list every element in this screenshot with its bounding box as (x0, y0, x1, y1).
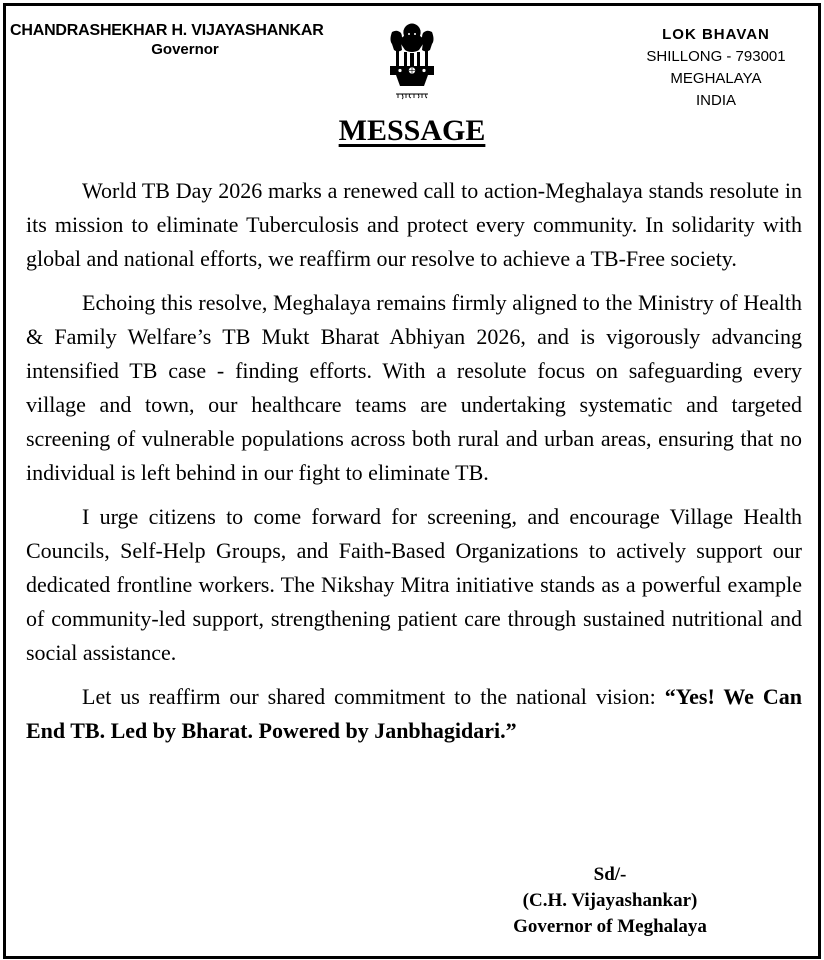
address-line-3: MEGHALAYA (670, 70, 762, 87)
message-heading: MESSAGE (338, 114, 486, 147)
closing-slogan: “Yes! We Can End TB. Led by Bharat. Powered by Janbhagidari.” (26, 684, 802, 743)
signature-block (480, 862, 740, 940)
governor-name: CHANDRASHEKHAR H. VIJAYASHANKAR (10, 22, 324, 39)
closing-paragraph (26, 680, 802, 748)
paragraph-3: I urge citizens to come forward for screening, and encourage Village Health Councils, Self-Help Groups, and Faith-Based Organizations to actively support our dedicated frontline workers. The Nikshay Mitra initiative stands as a powerful example of community-led support, strengthening patient care through sustained nutritional and social assistance. (26, 504, 802, 665)
address-line-4: INDIA (695, 92, 736, 109)
address-line-2: SHILLONG - 793001 (646, 48, 786, 65)
address-line-1: LOK BHAVAN (662, 26, 770, 43)
signature-sd: Sd/- (593, 864, 627, 885)
message-body (26, 174, 802, 758)
closing-text: Let us reaffirm our shared commitment to the national vision: (82, 684, 665, 709)
paragraph-2: Echoing this resolve, Meghalaya remains firmly aligned to the Ministry of Health & Family Welfare’s TB Mukt Bharat Abhiyan 2026, and is vigorously advancing intensified TB case - finding efforts. With a resolute focus on safeguarding every village and town, our healthcare teams are undertaking systematic and targeted screening of vulnerable populations across both rural and urban areas, ensuring that no individual is left behind in our fight to eliminate TB. (26, 290, 802, 485)
sender-block (10, 22, 360, 58)
signature-designation: Governor of Meghalaya (513, 916, 707, 937)
address-block (626, 24, 806, 112)
paragraph-1: World TB Day 2026 marks a renewed call to action-Meghalaya stands resolute in its mission to eliminate Tuberculosis and protect every community. In solidarity with global and national efforts, we reaffirm our resolve to achieve a TB-Free society. (26, 178, 802, 271)
governor-title: Governor (151, 41, 219, 58)
signature-name: (C.H. Vijayashankar) (522, 890, 698, 911)
national-emblem-icon (384, 20, 440, 104)
